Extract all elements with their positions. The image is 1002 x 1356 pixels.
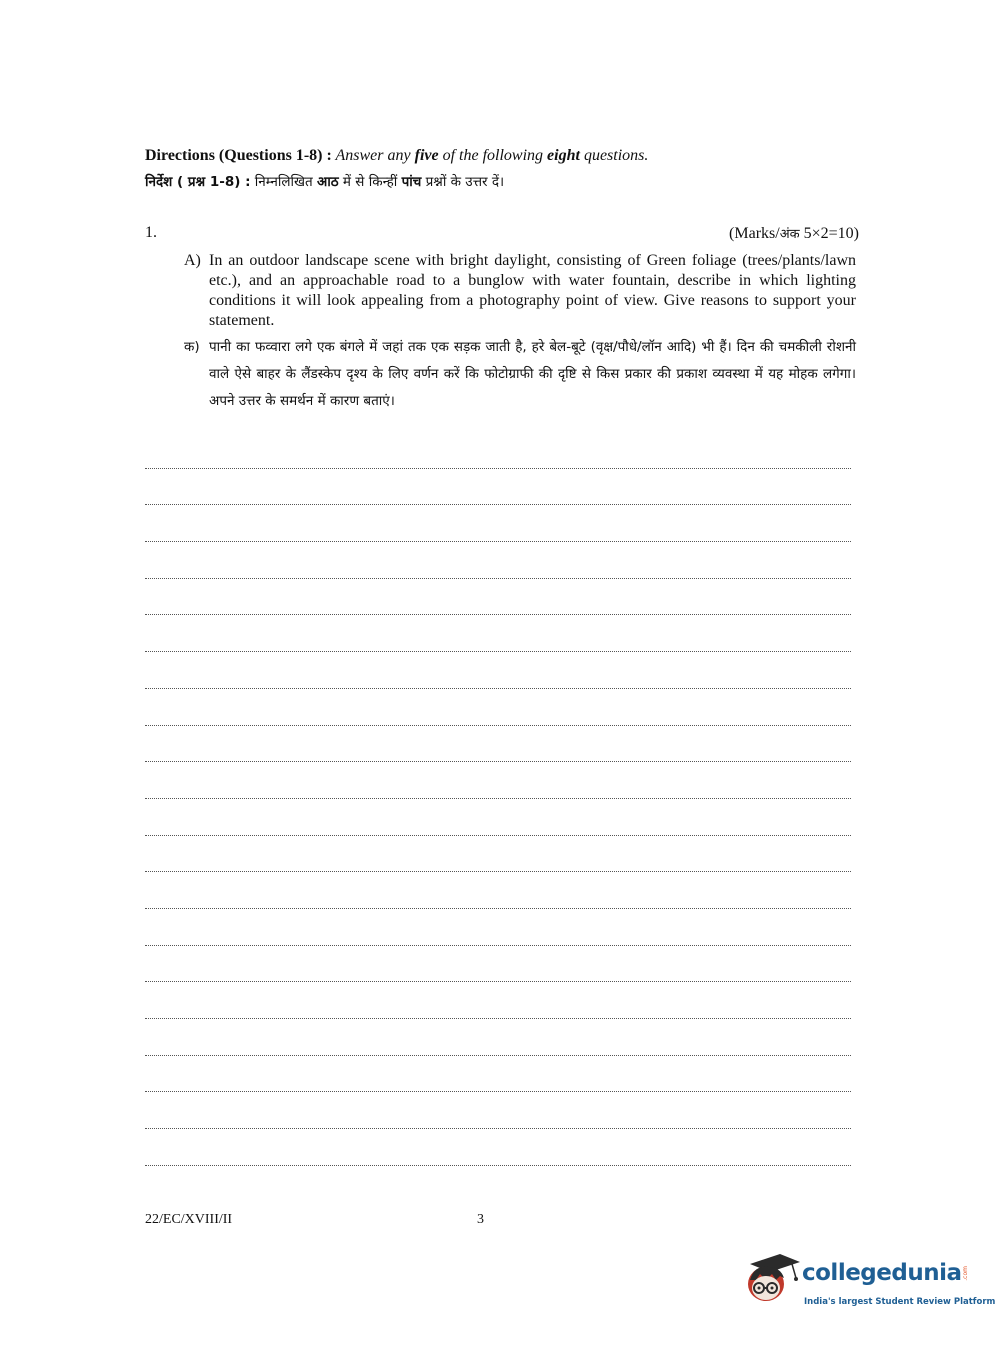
question-part-english	[184, 251, 856, 331]
answer-line	[145, 836, 851, 873]
answer-line	[145, 762, 851, 799]
answer-line	[145, 726, 851, 763]
directions-hindi-lead: निर्देश ( प्रश्न 1-8) :	[145, 174, 251, 190]
directions-lead: Directions (Questions 1-8) :	[145, 147, 332, 164]
answer-line	[145, 432, 851, 469]
directions-hindi: निर्देश ( प्रश्न 1-8) : निम्नलिखित आठ में से किन्हीं पांच प्रश्नों के उत्तर दें।	[145, 174, 505, 190]
part-label-hindi: क)	[184, 339, 200, 355]
collegedunia-logo	[740, 1250, 996, 1318]
question-number: 1.	[145, 224, 157, 241]
question-part-hindi	[184, 334, 856, 415]
paper-code: 22/EC/XVIII/II	[145, 1212, 233, 1227]
directions-english: Directions (Questions 1-8) : Answer any five of the following eight questions.	[145, 147, 649, 164]
answer-line	[145, 1129, 851, 1166]
answer-line	[145, 872, 851, 909]
answer-line	[145, 542, 851, 579]
part-label: A)	[184, 252, 201, 269]
answer-lines	[145, 432, 851, 1166]
answer-line	[145, 982, 851, 1019]
page-number: 3	[477, 1212, 484, 1227]
answer-line	[145, 469, 851, 506]
answer-line	[145, 615, 851, 652]
question-text-hindi: पानी का फव्वारा लगे एक बंगले में जहां तक एक सड़क जाती है, हरे बेल-बूटे (वृक्ष/पौधे/लॉन आदि) भी हैं। दिन की चमकीली रोशनी वाले ऐसे बाहर के लैंडस्केप दृश्य के लिए वर्णन करें कि फोटोग्राफी की दृष्टि से किस प्रकार की प्रकाश व्यवस्था में यह मोहक लगेगा। अपने उत्तर के समर्थन में कारण बताएं।	[209, 339, 856, 409]
answer-line	[145, 505, 851, 542]
answer-line	[145, 652, 851, 689]
answer-line	[145, 1056, 851, 1093]
answer-line	[145, 909, 851, 946]
directions-total: eight	[547, 147, 580, 164]
directions-count: five	[414, 147, 439, 164]
answer-line	[145, 799, 851, 836]
directions	[145, 145, 865, 193]
question-marks: (Marks/अंक 5×2=10)	[729, 225, 859, 242]
question-text: In an outdoor landscape scene with bright daylight, consisting of Green foliage (trees/plants/lawn etc.), and an approachable road to a bunglow with water fountain, describe in which lighting conditions it will look appealing from a photography point of view. Give reasons to support your statement.	[209, 252, 856, 329]
logo-domain: .com	[962, 1266, 969, 1281]
graduate-mascot-icon	[740, 1250, 800, 1310]
logo-wordmark: collegedunia	[802, 1260, 962, 1286]
answer-line	[145, 1092, 851, 1129]
answer-line	[145, 579, 851, 616]
answer-line	[145, 946, 851, 983]
answer-line	[145, 1019, 851, 1056]
logo-tagline: India's largest Student Review Platform	[804, 1297, 996, 1307]
answer-line	[145, 689, 851, 726]
